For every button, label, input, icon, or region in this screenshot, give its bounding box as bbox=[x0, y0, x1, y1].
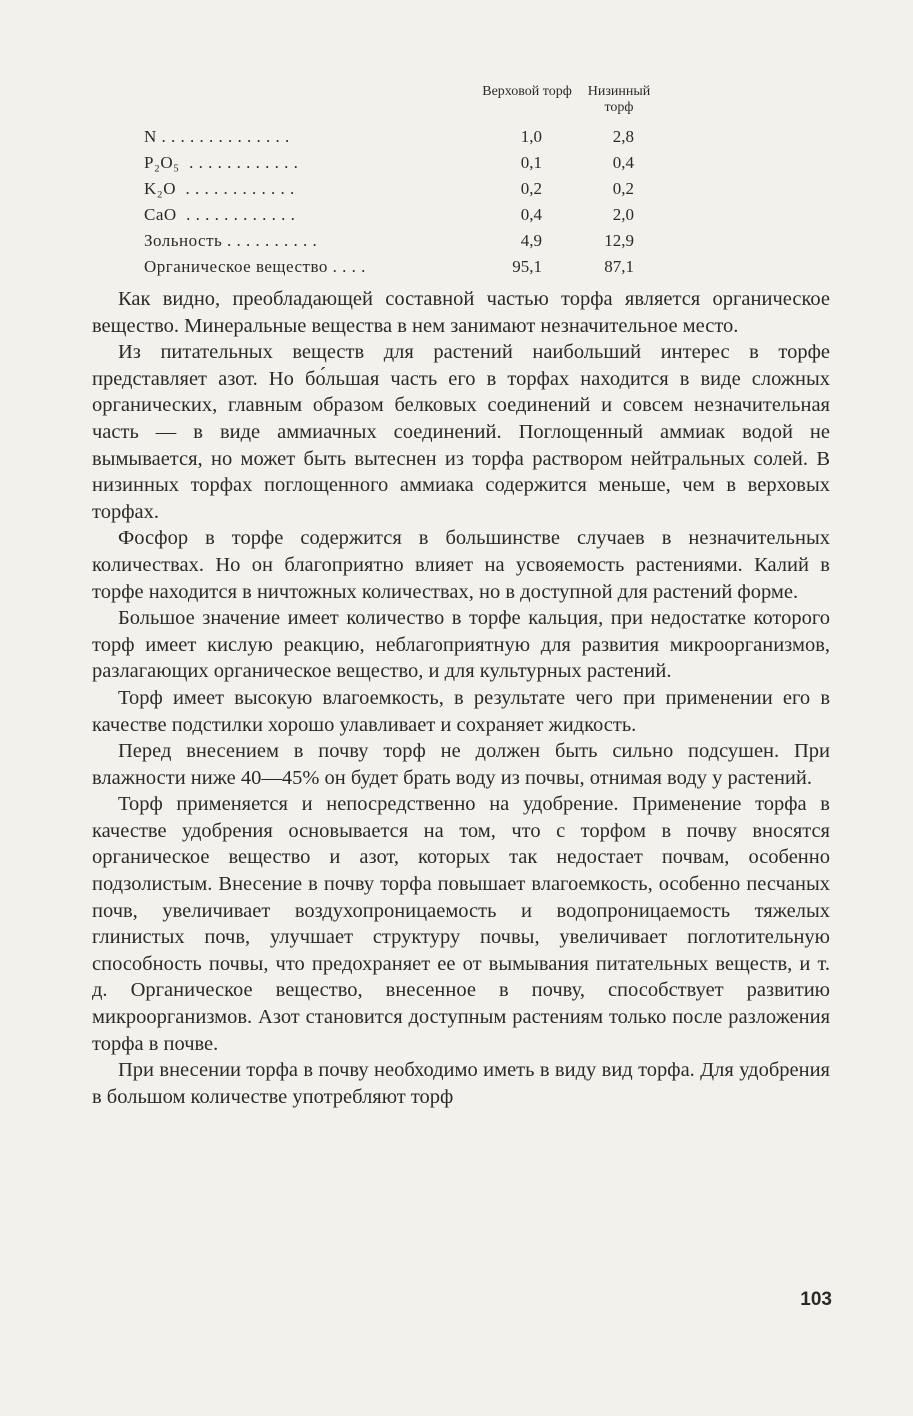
lowland-value: 0,4 bbox=[612, 153, 634, 172]
body-text bbox=[92, 286, 830, 1110]
table-row bbox=[144, 176, 664, 202]
row-label: N . . . . . . . . . . . . . . bbox=[144, 127, 290, 146]
paragraph: Торф имеет высокую влагоемкость, в результате чего при применении его в качестве подстилки хорошо улавливает и сохраняет жидкость. bbox=[92, 686, 830, 736]
column-header-upland-peat: Верховой торф bbox=[482, 84, 572, 99]
paragraph: Из питательных веществ для растений наибольший интерес в торфе представляет азот. Но бо́льшая часть его в торфах находится в виде сложных органических, главным образом белковых соединений и совсем незначительная часть — в виде аммиачных соединений. Поглощенный аммиак водой не вымывается, но может быть вытеснен из торфа раствором нейтральных солей. В низинных торфах поглощенного аммиака содержится меньше, чем в верховых торфах. bbox=[92, 341, 830, 523]
paragraph: Большое значение имеет количество в торфе кальция, при недостатке которого торф имеет кислую реакцию, неблагоприятную для развития микроорганизмов, разлагающих органическое вещество, и для культурных растений. bbox=[92, 607, 830, 683]
upland-value: 95,1 bbox=[512, 257, 542, 276]
upland-value: 1,0 bbox=[520, 127, 542, 146]
row-label: Органическое вещество . . . . bbox=[144, 257, 366, 276]
paragraph: Перед внесением в почву торф не должен быть сильно подсушен. При влажности ниже 40—45% он будет брать воду из почвы, отнимая воду у растений. bbox=[92, 740, 830, 789]
page-number: 103 bbox=[800, 1289, 832, 1310]
lowland-value: 0,2 bbox=[612, 179, 634, 198]
composition-table bbox=[144, 124, 664, 280]
row-label: CaO . . . . . . . . . . . . bbox=[144, 205, 296, 224]
table-row bbox=[144, 202, 664, 228]
table-row bbox=[144, 150, 664, 176]
row-label: Зольность . . . . . . . . . . bbox=[144, 231, 318, 250]
paragraph: Торф применяется и непосредственно на удобрение. Применение торфа в качестве удобрения основывается на том, что с торфом в почву вносятся органическое вещество и азот, которых так недостает почвам, особенно подзолистым. Внесение в почву торфа повышает влагоемкость, особенно песчаных почв, увеличивает воздухопроницаемость и водопроницаемость тяжелых глинистых почв, улучшает структуру почвы, увеличивает поглотительную способность почвы, что предохраняет ее от вымывания питательных веществ, и т. д. Органическое вещество, внесенное в почву, способствует развитию микроорганизмов. Азот становится доступным растениям только после разложения торфа в почве. bbox=[92, 793, 830, 1055]
lowland-value: 12,9 bbox=[604, 231, 634, 250]
table-row bbox=[144, 228, 664, 254]
paragraph: Как видно, преобладающей составной частью торфа является органическое вещество. Минеральные вещества в нем занимают незначительное место. bbox=[92, 288, 830, 337]
upland-value: 0,1 bbox=[520, 153, 542, 172]
lowland-value: 87,1 bbox=[604, 257, 634, 276]
row-label: K₂O . . . . . . . . . . . . bbox=[144, 179, 295, 198]
paragraph: При внесении торфа в почву необходимо иметь в виду вид торфа. Для удобрения в большом количестве употребляют торф bbox=[92, 1059, 830, 1108]
lowland-value: 2,8 bbox=[612, 127, 634, 146]
paragraph: Фосфор в торфе содержится в большинстве случаев в незначительных количествах. Но он благоприятно влияет на усвояемость растениями. Калий в торфе находится в ничтожных количествах, но в доступной для растений форме. bbox=[92, 527, 830, 603]
upland-value: 4,9 bbox=[520, 231, 542, 250]
upland-value: 0,4 bbox=[520, 205, 542, 224]
upland-value: 0,2 bbox=[520, 179, 542, 198]
table-row bbox=[144, 254, 664, 280]
column-header-lowland-peat: Низинный торф bbox=[587, 84, 651, 115]
row-label: P₂O₅ . . . . . . . . . . . . bbox=[144, 153, 299, 172]
lowland-value: 2,0 bbox=[612, 205, 634, 224]
table-row bbox=[144, 124, 664, 150]
